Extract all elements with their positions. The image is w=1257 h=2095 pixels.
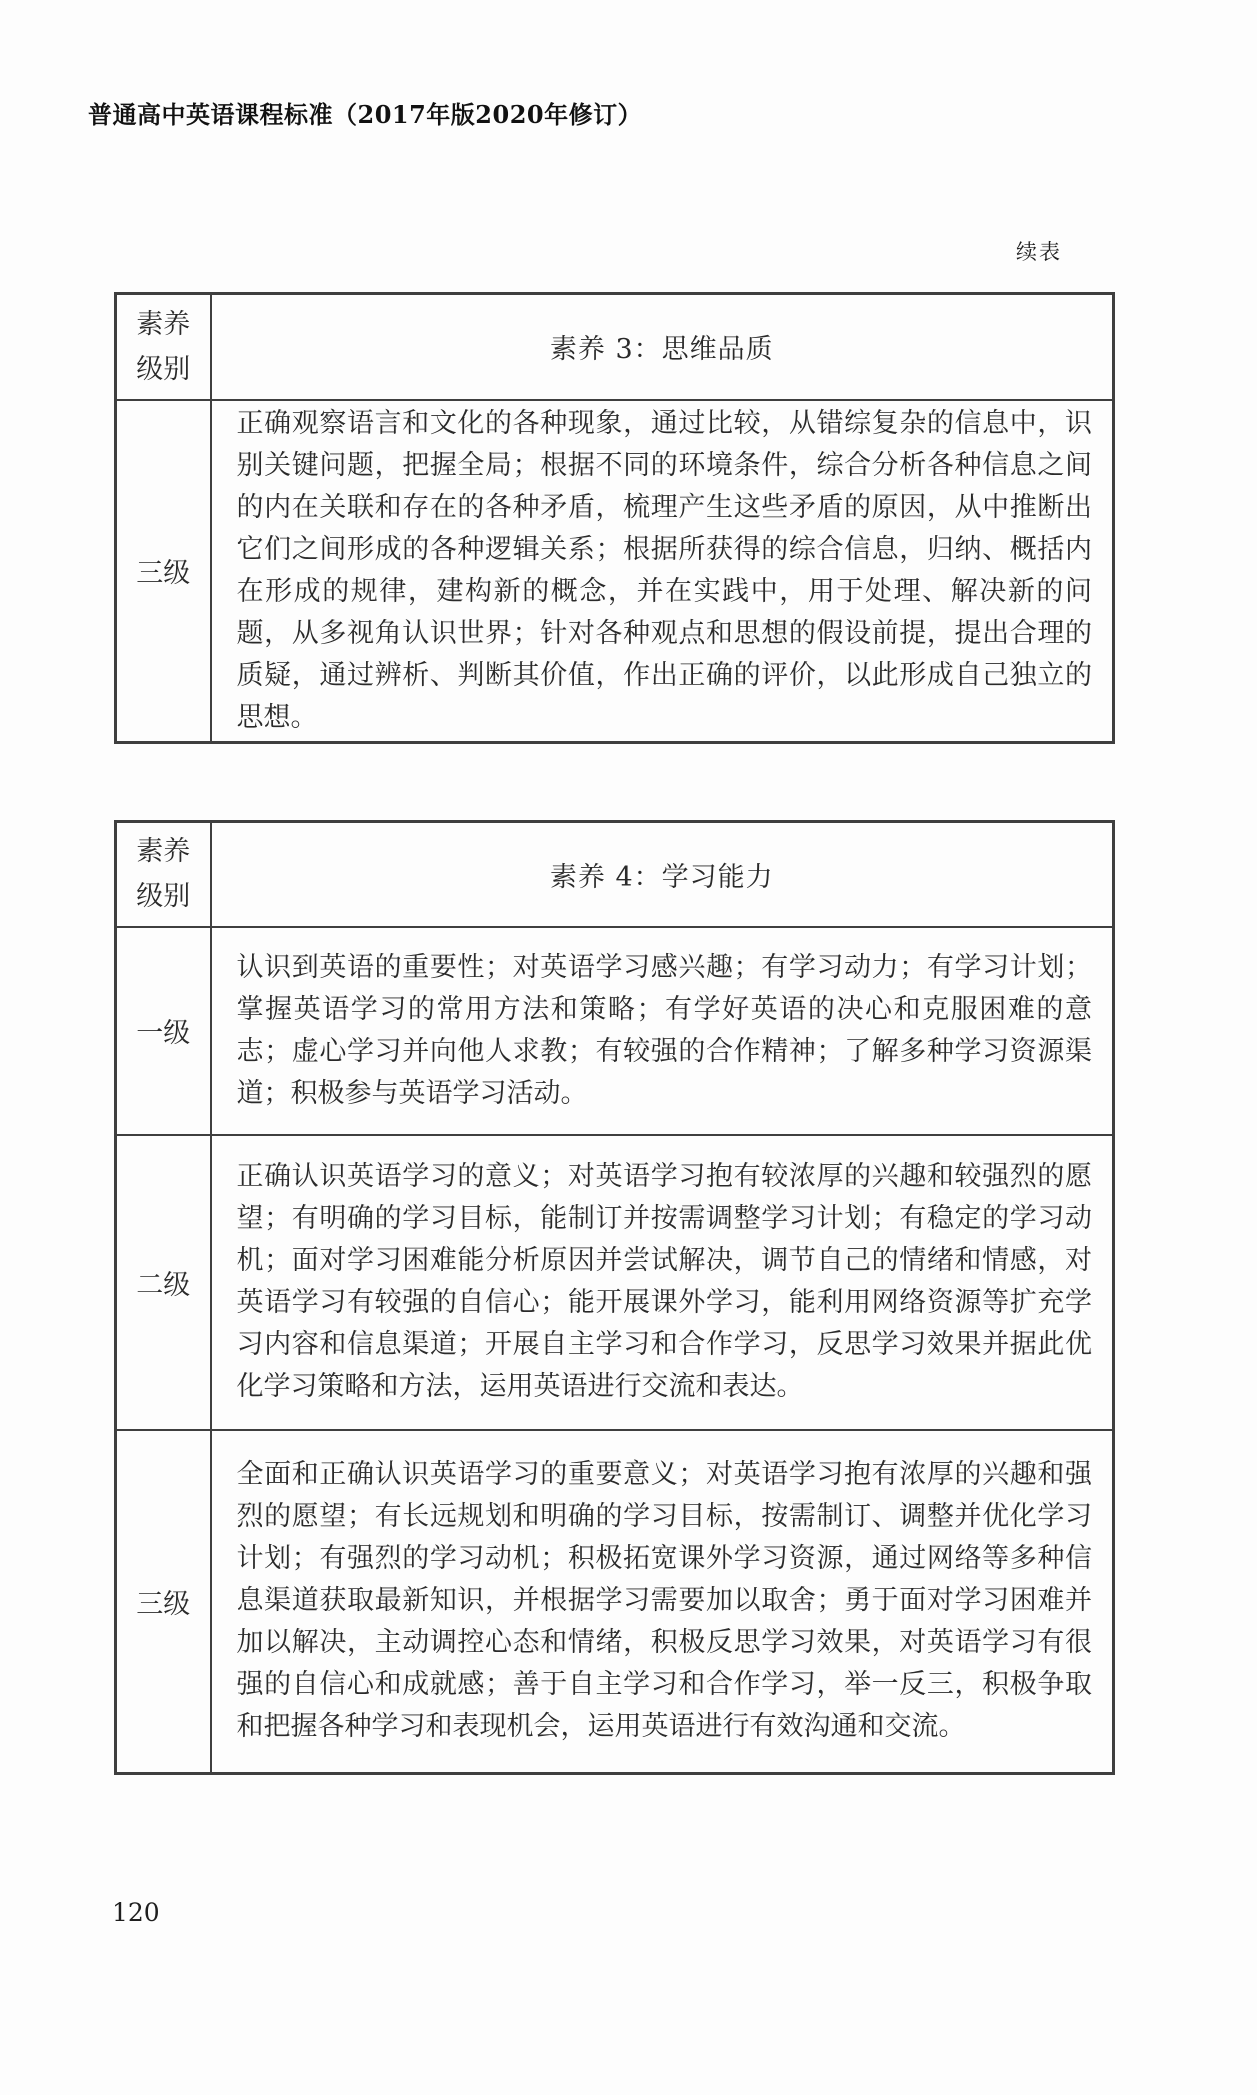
description-cell: 正确观察语言和文化的各种现象，通过比较，从错综复杂的信息中，识别关键问题，把握全局；根据不同的环境条件，综合分析各种信息之间的内在关联和存在的各种矛盾，梳理产生这些矛盾的原因，从中推断出它们之间形成的各种逻辑关系；根据所获得的综合信息，归纳、概括内在形成的规律，建构新的概念，并在实践中，用于处理、解决新的问题，从多视角认识世界；针对各种观点和思想的假设前提，提出合理的质疑，通过辨析、判断其价值，作出正确的评价，以此形成自己独立的思想。 <box>211 400 1114 743</box>
competency-table-learning-ability <box>114 820 1115 1775</box>
description-cell: 认识到英语的重要性；对英语学习感兴趣；有学习动力；有学习计划；掌握英语学习的常用方法和策略；有学好英语的决心和克服困难的意志；虚心学习并向他人求教；有较强的合作精神；了解多种学习资源渠道；积极参与英语学习活动。 <box>211 927 1114 1135</box>
table-row <box>116 400 1114 743</box>
level-cell: 一级 <box>116 927 211 1135</box>
level-cell: 三级 <box>116 400 211 743</box>
page-title: 普通高中英语课程标准（2017年版2020年修订） <box>88 100 643 129</box>
level-header-line1: 素养 <box>136 308 191 340</box>
competency-header-cell: 素养 3：思维品质 <box>211 294 1114 400</box>
level-header-line1: 素养 <box>136 836 191 868</box>
level-header-line2: 级别 <box>136 881 191 913</box>
table-header-row <box>116 294 1114 400</box>
level-header-line2: 级别 <box>136 353 191 385</box>
page-number: 120 <box>112 1898 160 1927</box>
description-cell: 正确认识英语学习的意义；对英语学习抱有较浓厚的兴趣和较强烈的愿望；有明确的学习目标，能制订并按需调整学习计划；有稳定的学习动机；面对学习困难能分析原因并尝试解决，调节自己的情绪和情感，对英语学习有较强的自信心；能开展课外学习，能利用网络资源等扩充学习内容和信息渠道；开展自主学习和合作学习，反思学习效果并据此优化学习策略和方法，运用英语进行交流和表达。 <box>211 1135 1114 1430</box>
continuation-label: 续表 <box>1016 240 1062 264</box>
competency-table-thinking-quality <box>114 292 1115 744</box>
level-cell: 三级 <box>116 1430 211 1774</box>
description-cell: 全面和正确认识英语学习的重要意义；对英语学习抱有浓厚的兴趣和强烈的愿望；有长远规划和明确的学习目标，按需制订、调整并优化学习计划；有强烈的学习动机；积极拓宽课外学习资源，通过网络等多种信息渠道获取最新知识，并根据学习需要加以取舍；勇于面对学习困难并加以解决，主动调控心态和情绪，积极反思学习效果，对英语学习有很强的自信心和成就感；善于自主学习和合作学习，举一反三，积极争取和把握各种学习和表现机会，运用英语进行有效沟通和交流。 <box>211 1430 1114 1774</box>
table-row <box>116 927 1114 1135</box>
table-row <box>116 1430 1114 1774</box>
level-header-cell <box>116 822 211 927</box>
competency-header-cell: 素养 4：学习能力 <box>211 822 1114 927</box>
level-header-cell <box>116 294 211 400</box>
level-cell: 二级 <box>116 1135 211 1430</box>
table-row <box>116 1135 1114 1430</box>
table-header-row <box>116 822 1114 927</box>
